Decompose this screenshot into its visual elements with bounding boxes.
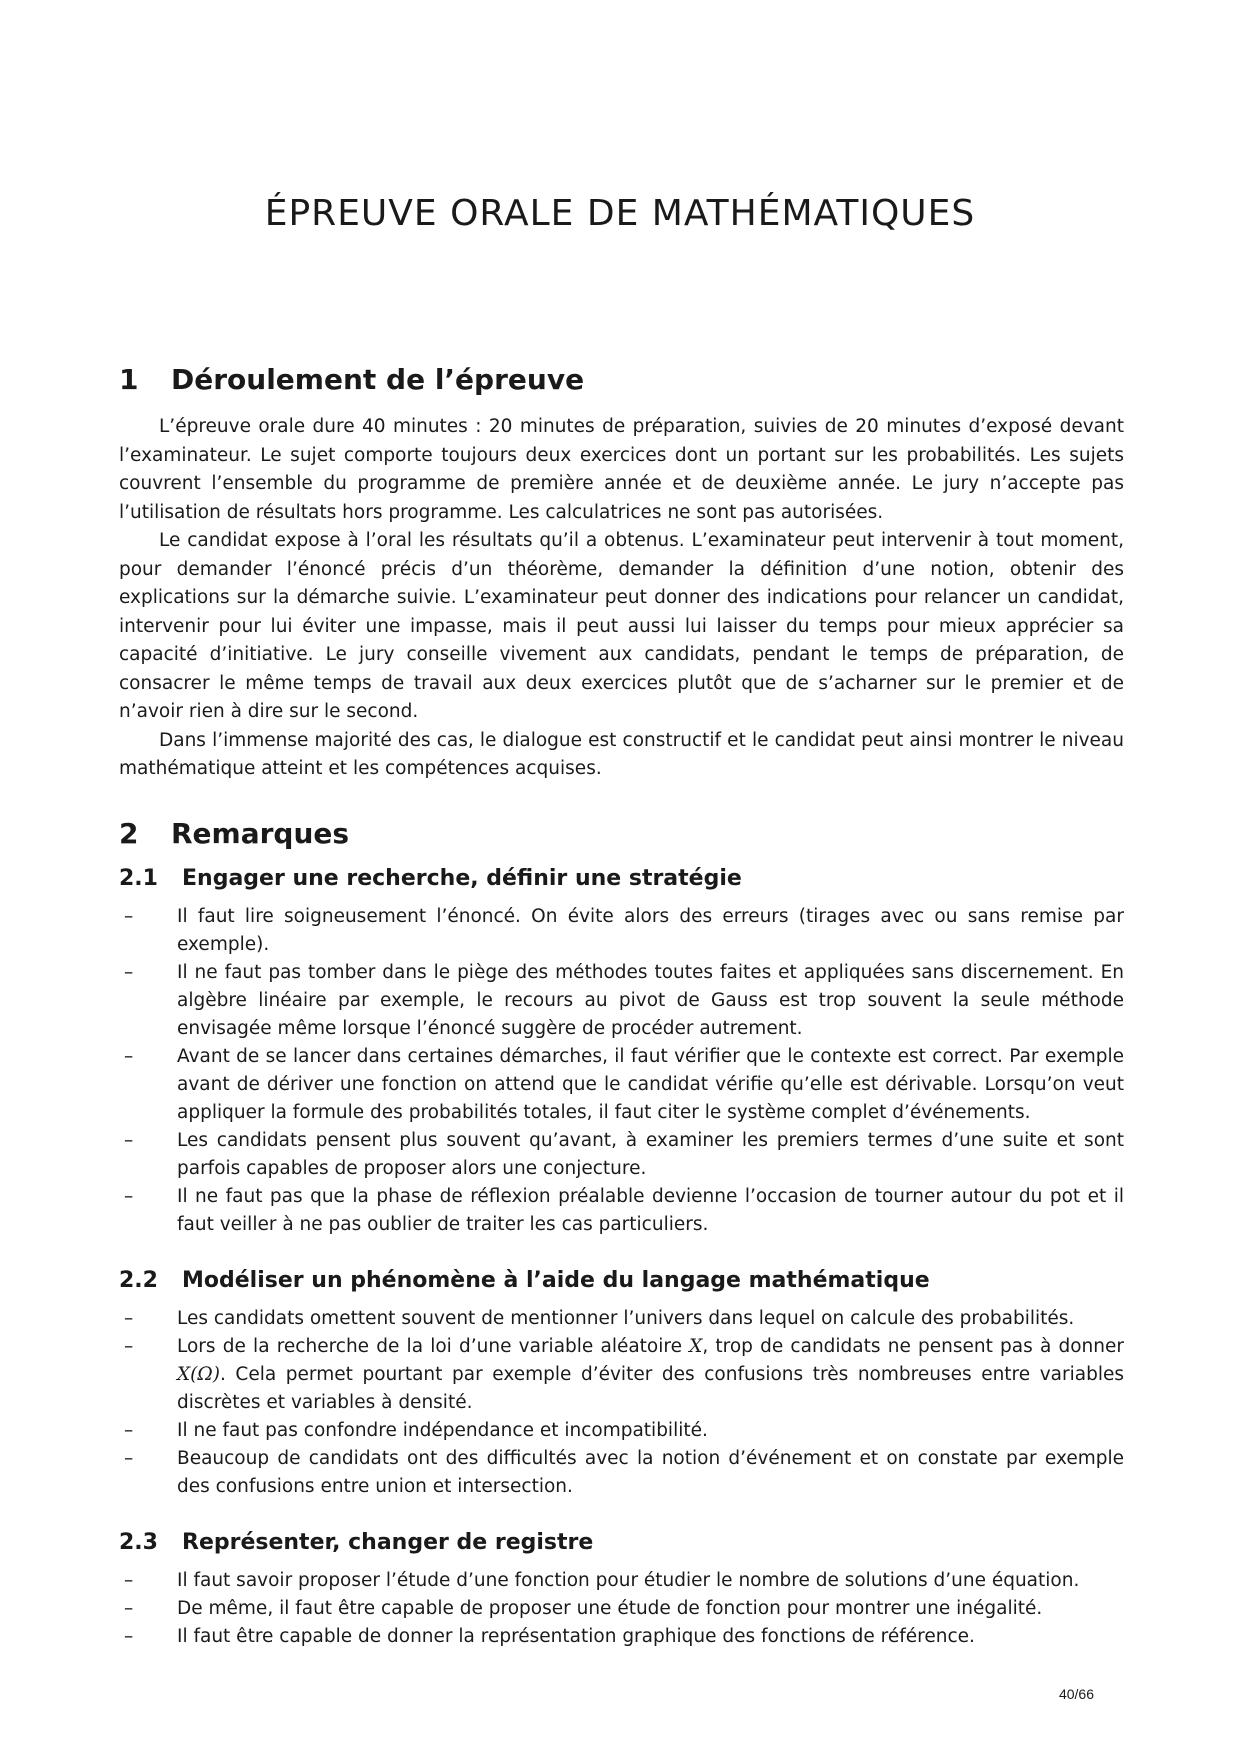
paragraph: Le candidat expose à l’oral les résultats qu’il a obtenus. L’examinateur peut intervenir à tout moment, pour demander l’énoncé précis d’un théorème, demander la définition d’une notion, obtenir des explications sur la démarche suivie. L’examinateur peut donner des indications pour relancer un candidat, intervenir pour lui éviter une impasse, mais il peut aussi lui laisser du temps pour mieux apprécier sa capacité d’initiative. Le jury conseille vivement aux candidats, pendant le temps de préparation, de consacrer le même temps de travail aux deux exercices plutôt que de s’acharner sur le premier et de n’avoir rien à dire sur le second. [119, 530, 1124, 722]
dash-bullet: – [124, 1129, 134, 1151]
bullet-list [119, 1567, 1124, 1651]
list-item: – Les candidats pensent plus souvent qu’avant, à examiner les premiers termes d’une suite et sont parfois capables de proposer alors une conjecture. [119, 1127, 1124, 1183]
subsection-number: 2.2 [119, 1267, 158, 1293]
subsection-number: 2.3 [119, 1529, 158, 1555]
dash-bullet: – [124, 1447, 134, 1469]
section-title: Remarques [171, 816, 350, 850]
math-variable: X [689, 1335, 703, 1357]
list-item: – De même, il faut être capable de proposer une étude de fonction pour montrer une inégalité. [119, 1595, 1124, 1623]
subsection-title: Représenter, changer de registre [182, 1529, 594, 1555]
dash-bullet: – [124, 1569, 134, 1591]
subsection-heading-2-3 [119, 1527, 1124, 1559]
dash-bullet: – [124, 905, 134, 927]
bullet-list [119, 903, 1124, 1239]
document-title: ÉPREUVE ORALE DE MATHÉMATIQUES [264, 193, 976, 234]
page-number: 40/66 [1058, 1686, 1094, 1702]
dash-bullet: – [124, 961, 134, 983]
dash-bullet: – [124, 1419, 134, 1441]
list-item: – Beaucoup de candidats ont des difficultés avec la notion d’événement et on constate par exemple des confusions entre union et intersection. [119, 1445, 1124, 1501]
list-item: – Il ne faut pas confondre indépendance et incompatibilité. [119, 1417, 1124, 1445]
list-item: – Il ne faut pas que la phase de réflexion préalable devienne l’occasion de tourner autour du pot et il faut veiller à ne pas oublier de traiter les cas particuliers. [119, 1183, 1124, 1239]
list-item: – Il faut être capable de donner la représentation graphique des fonctions de référence. [119, 1623, 1124, 1651]
list-item: – Il faut savoir proposer l’étude d’une fonction pour étudier le nombre de solutions d’une équation. [119, 1567, 1124, 1595]
dash-bullet: – [124, 1307, 134, 1329]
document-body [119, 360, 1124, 1651]
section-heading-1 [119, 360, 1124, 400]
list-item: – Avant de se lancer dans certaines démarches, il faut vérifier que le contexte est correct. Par exemple avant de dériver une fonction on attend que le candidat vérifie qu’elle est dérivable. Lorsqu’on veut appliquer la formule des probabilités totales, il faut citer le système complet d’événements. [119, 1043, 1124, 1127]
paragraph: L’épreuve orale dure 40 minutes : 20 minutes de préparation, suivies de 20 minutes d’exposé devant l’examinateur. Le sujet comporte toujours deux exercices dont un portant sur les probabilités. Les sujets couvrent l’ensemble du programme de première année et de deuxième année. Le jury n’accepte pas l’utilisation de résultats hors programme. Les calculatrices ne sont pas autorisées. [119, 416, 1124, 523]
subsection-title: Modéliser un phénomène à l’aide du langage mathématique [182, 1267, 930, 1293]
subsection-heading-2-1 [119, 863, 1124, 895]
section-title: Déroulement de l’épreuve [171, 363, 585, 396]
paragraph: Dans l’immense majorité des cas, le dialogue est constructif et le candidat peut ainsi montrer le niveau mathématique atteint et les compétences acquises. [119, 729, 1124, 779]
section-heading-2 [119, 814, 1124, 854]
list-item: – Lors de la recherche de la loi d’une variable aléatoire X, trop de candidats ne pensent pas à donner X(Ω). Cela permet pourtant par exemple d’éviter des confusions très nombreuses entre variables discrètes et variables à densité. [119, 1333, 1124, 1417]
list-item: – Les candidats omettent souvent de mentionner l’univers dans lequel on calcule des probabilités. [119, 1305, 1124, 1333]
dash-bullet: – [124, 1335, 134, 1357]
bullet-list [119, 1305, 1124, 1501]
subsection-heading-2-2 [119, 1265, 1124, 1297]
dash-bullet: – [124, 1625, 134, 1647]
subsection-number: 2.1 [119, 865, 158, 891]
list-item: – Il faut lire soigneusement l’énoncé. On évite alors des erreurs (tirages avec ou sans remise par exemple). [119, 903, 1124, 959]
subsection-title: Engager une recherche, définir une stratégie [182, 865, 742, 891]
math-expression: X(Ω) [177, 1363, 220, 1385]
section-number: 1 [119, 363, 139, 396]
section-number: 2 [119, 816, 139, 850]
dash-bullet: – [124, 1045, 134, 1067]
dash-bullet: – [124, 1185, 134, 1207]
list-item: – Il ne faut pas tomber dans le piège des méthodes toutes faites et appliquées sans discernement. En algèbre linéaire par exemple, le recours au pivot de Gauss est trop souvent la seule méthode envisagée même lorsque l’énoncé suggère de procéder autrement. [119, 959, 1124, 1043]
dash-bullet: – [124, 1597, 134, 1619]
